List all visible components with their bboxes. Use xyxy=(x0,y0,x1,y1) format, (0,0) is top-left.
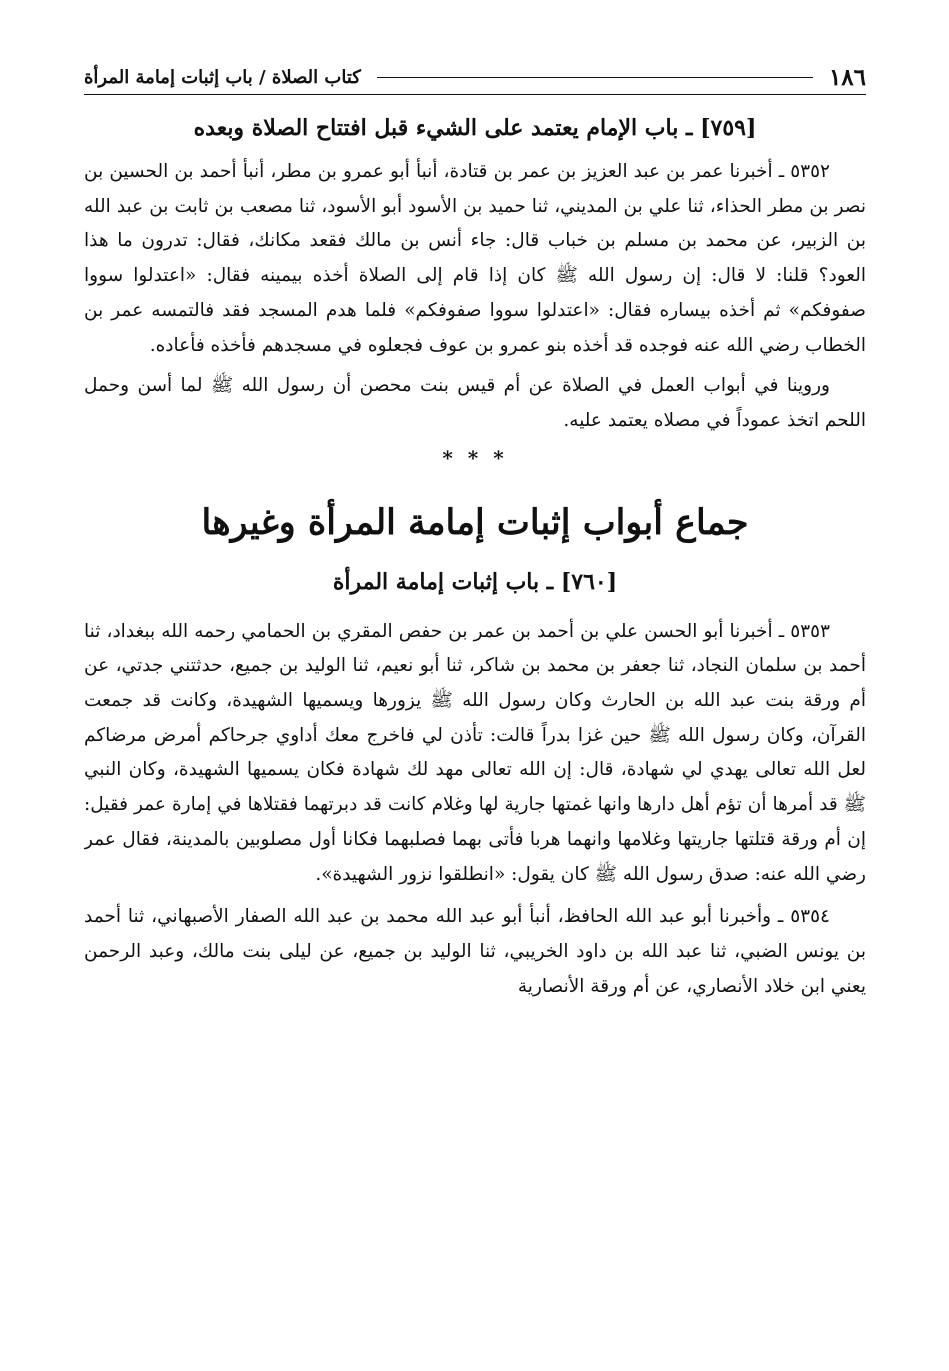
chapter-759-heading: [٧٥٩] ـ باب الإمام يعتمد على الشيء قبل افتتاح الصلاة وبعده xyxy=(193,115,757,141)
hadith-5354: ٥٣٥٤ ـ وأخبرنا أبو عبد الله الحافظ، أنبأ أبو عبد الله محمد بن عبد الله الصفار الأصبهاني، ثنا أحمد بن يونس الضبي، ثنا عبد الله بن داود الخريبي، ثنا الوليد بن جميع، عن ليلى بنت مالك، وعبد الرحمن يعني ابن خلاد الأنصاري، عن أم ورقة الأنصارية xyxy=(84,906,866,997)
book-heading: جماع أبواب إثبات إمامة المرأة وغيرها xyxy=(201,501,749,543)
hadith-5352: ٥٣٥٢ ـ أخبرنا عمر بن عبد العزيز بن عمر بن قتادة، أنبأ أبو عمرو بن مطر، أنبأ أحمد بن الحسين بن نصر بن مطر الحذاء، ثنا علي بن المديني، ثنا حميد بن الأسود أبو الأسود، ثنا مصعب بن ثابت بن عبد الله بن الزبير، عن محمد بن مسلم بن خباب قال: جاء أنس بن مالك فقعد مكانك، فقال: تدرون ما هذا العود؟ قلنا: لا قال: إن رسول الله ﷺ كان إذا قام إلى الصلاة أخذه بيمينه فقال: «اعتدلوا سووا صفوفكم» ثم أخذه بيساره فقال: «اعتدلوا سووا صفوفكم» فلما هدم المسجد فقد فالتمسه عمر بن الخطاب رضي الله عنه فوجده قد أخذه بنو عمرو بن عوف فجعلوه في مسجدهم فأخذه فأعاده. xyxy=(84,161,866,356)
chapter-759-note: وروينا في أبواب العمل في الصلاة عن أم قيس بنت محصن أن رسول الله ﷺ لما أسن وحمل اللحم اتخذ عموداً في مصلاه يعتمد عليه. xyxy=(84,375,866,431)
chapter-760-heading: [٧٦٠] ـ باب إثبات إمامة المرأة xyxy=(332,568,618,595)
page-number: ١٨٦ xyxy=(828,63,866,91)
header-rule xyxy=(377,77,813,78)
book-page xyxy=(84,62,866,1352)
running-head xyxy=(84,62,866,95)
section-separator: * * * xyxy=(442,445,508,470)
hadith-5353: ٥٣٥٣ ـ أخبرنا أبو الحسن علي بن أحمد بن عمر بن حفص المقري بن الحمامي رحمه الله ببغداد، ثنا أحمد بن سلمان النجاد، ثنا جعفر بن محمد بن شاكر، ثنا أبو نعيم، ثنا الوليد بن جميع، حدثتني جدتي، عن أم ورقة بنت عبد الله بن الحارث وكان رسول الله ﷺ يزورها ويسميها الشهيدة، وكانت قد جمعت القرآن، وكان رسول الله ﷺ حين غزا بدراً قالت: تأذن لي فاخرج معك أداوي جرحاكم أمرض مرضاكم لعل الله تعالى يهدي لي شهادة، قال: إن الله تعالى مهد لك شهادة فكان يسميها الشهيدة، وكان النبي ﷺ قد أمرها أن تؤم أهل دارها وانها غمتها جارية لها وغلام كانت قد دبرتهما فقتلاها في إمارة عمر فقيل: إن أم ورقة قتلتها جاريتها وغلامها وانهما هربا فأتى بهما فصلبهما فكانا أول مصلوبين بالمدينة، فقال عمر رضي الله عنه: صدق رسول الله ﷺ كان يقول: «انطلقوا نزور الشهيدة». xyxy=(84,620,866,885)
running-title: كتاب الصلاة / باب إثبات إمامة المرأة xyxy=(84,66,361,88)
